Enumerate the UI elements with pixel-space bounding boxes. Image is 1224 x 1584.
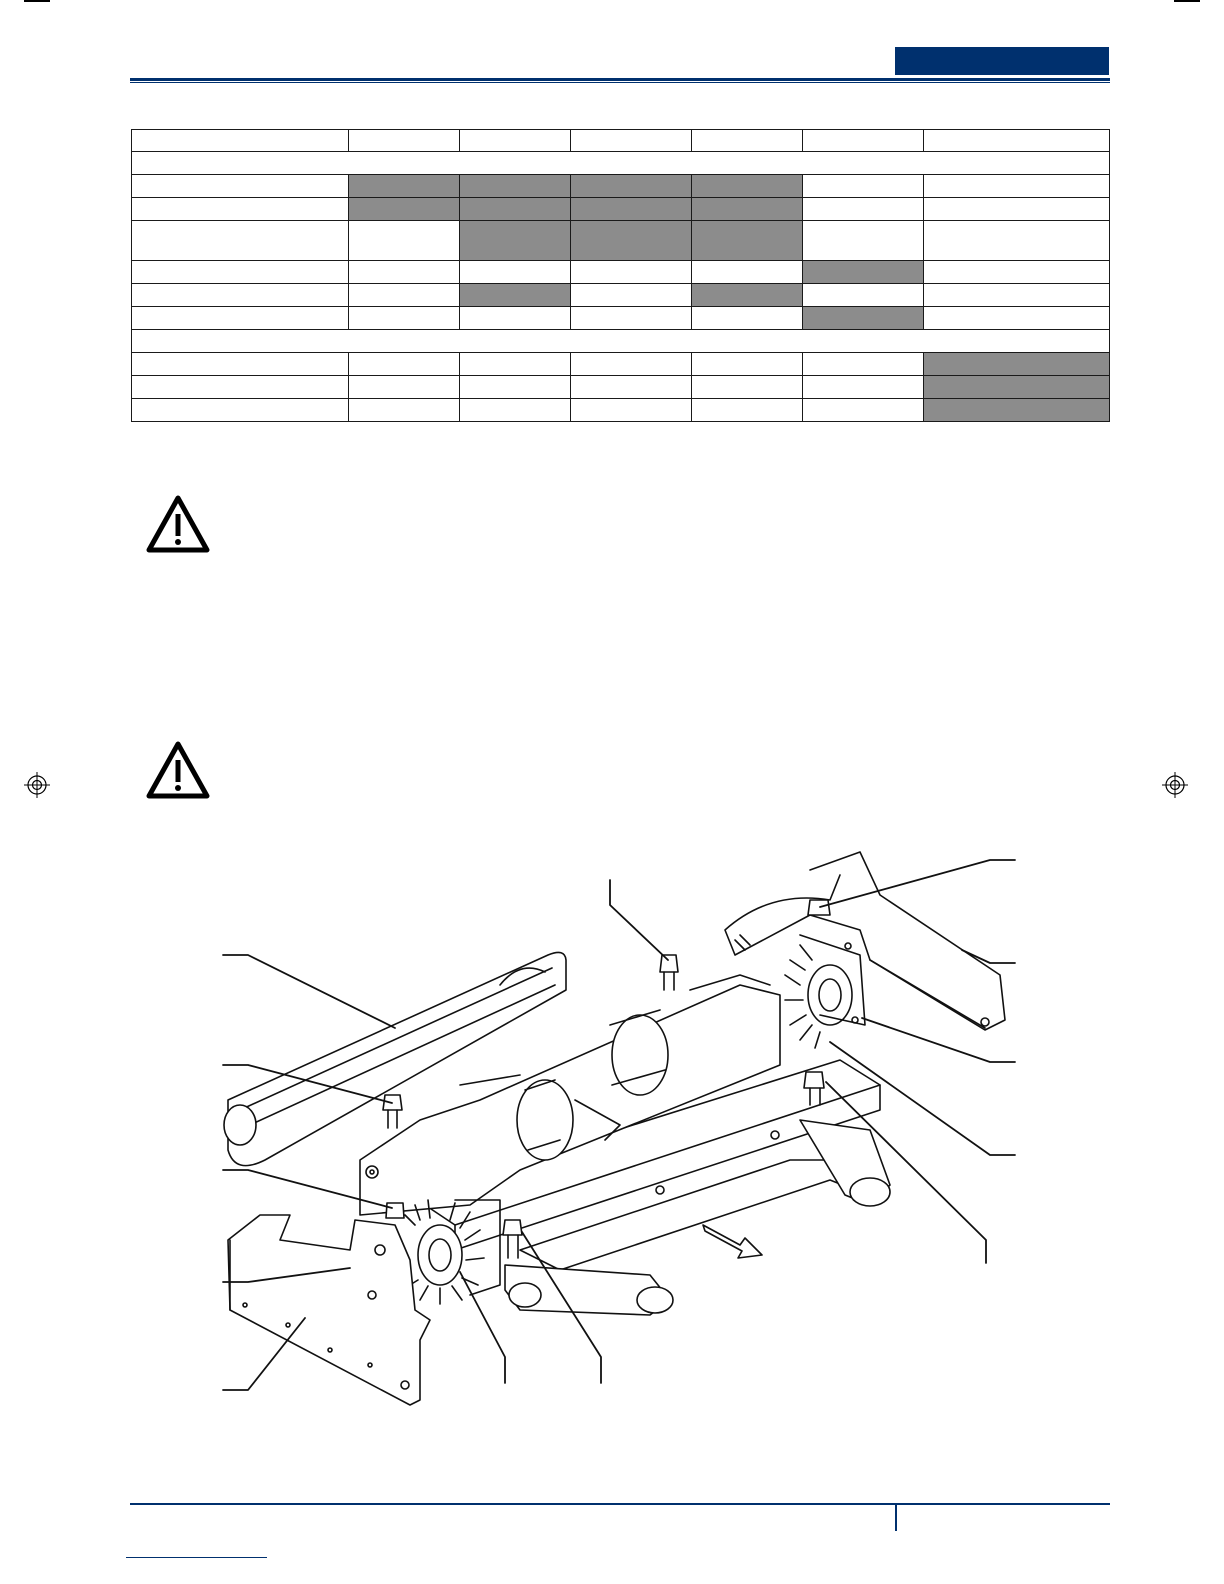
maintenance-table — [131, 129, 1110, 422]
table-cell — [803, 284, 924, 307]
table-cell — [349, 284, 460, 307]
table-cell — [349, 221, 460, 261]
warning-triangle-icon — [145, 494, 211, 554]
table-cell — [924, 261, 1110, 284]
table-cell — [132, 284, 349, 307]
footer-link-underline[interactable] — [126, 1557, 267, 1558]
registration-mark-icon — [24, 772, 50, 798]
footer-divider — [895, 1505, 897, 1531]
table-cell — [692, 221, 803, 261]
table-cell — [460, 353, 571, 376]
table-cell — [803, 261, 924, 284]
table-cell — [803, 175, 924, 198]
table-cell — [460, 399, 571, 422]
table-cell — [571, 130, 692, 152]
table-cell — [460, 284, 571, 307]
table-cell — [132, 399, 349, 422]
table-cell — [692, 175, 803, 198]
table-cell — [803, 221, 924, 261]
table-cell — [571, 399, 692, 422]
table-row — [132, 152, 1110, 175]
table-cell — [571, 353, 692, 376]
direction-arrow-icon — [703, 1225, 762, 1258]
table-cell — [692, 307, 803, 330]
table-cell — [803, 307, 924, 330]
table-cell — [803, 353, 924, 376]
table-cell — [132, 175, 349, 198]
table-cell — [692, 198, 803, 221]
table-cell — [349, 376, 460, 399]
table-cell — [692, 376, 803, 399]
table-cell — [803, 198, 924, 221]
table-body — [132, 130, 1110, 422]
warning-triangle-icon — [145, 740, 211, 800]
table-cell — [132, 261, 349, 284]
table-cell — [460, 198, 571, 221]
table-cell — [349, 175, 460, 198]
table-cell — [460, 221, 571, 261]
table-cell — [460, 376, 571, 399]
header-rule-thin — [130, 82, 1110, 83]
table-cell — [571, 175, 692, 198]
crop-mark-top-left — [24, 0, 50, 2]
table-cell — [349, 307, 460, 330]
table-cell — [924, 175, 1110, 198]
table-cell — [692, 284, 803, 307]
table-cell — [924, 198, 1110, 221]
table-cell — [349, 198, 460, 221]
table-row — [132, 130, 1110, 152]
table-cell — [460, 175, 571, 198]
table-cell — [692, 130, 803, 152]
table-cell — [132, 376, 349, 399]
table-cell — [132, 221, 349, 261]
header-tab — [895, 47, 1109, 75]
table-cell — [924, 353, 1110, 376]
table-cell — [803, 399, 924, 422]
footer-rule — [130, 1503, 1110, 1505]
table-cell — [924, 284, 1110, 307]
table-cell — [924, 221, 1110, 261]
right-brush — [785, 935, 865, 1048]
table-cell — [692, 399, 803, 422]
crop-mark-top-right — [1174, 0, 1200, 2]
table-cell — [571, 307, 692, 330]
table-cell — [571, 221, 692, 261]
table-cell — [803, 376, 924, 399]
table-row — [132, 261, 1110, 284]
table-cell — [460, 307, 571, 330]
table-cell — [924, 376, 1110, 399]
table-row — [132, 353, 1110, 376]
table-cell — [571, 376, 692, 399]
header-rule — [130, 78, 1110, 81]
table-cell — [460, 130, 571, 152]
table-cell — [924, 307, 1110, 330]
brush-assembly-diagram — [215, 850, 1025, 1410]
table-section-cell — [132, 330, 1110, 353]
table-cell — [692, 261, 803, 284]
table-cell — [460, 261, 571, 284]
table-cell — [132, 198, 349, 221]
table-cell — [692, 353, 803, 376]
table-cell — [349, 353, 460, 376]
table-cell — [132, 307, 349, 330]
table-row — [132, 221, 1110, 261]
table-cell — [349, 130, 460, 152]
table-cell — [132, 130, 349, 152]
table-cell — [132, 353, 349, 376]
table-row — [132, 330, 1110, 353]
table-row — [132, 307, 1110, 330]
table-cell — [924, 399, 1110, 422]
registration-mark-icon — [1162, 772, 1188, 798]
table-cell — [924, 130, 1110, 152]
table-cell — [571, 198, 692, 221]
table-cell — [349, 399, 460, 422]
table-row — [132, 284, 1110, 307]
table-cell — [349, 261, 460, 284]
table-cell — [571, 261, 692, 284]
table-row — [132, 399, 1110, 422]
table-row — [132, 376, 1110, 399]
table-row — [132, 198, 1110, 221]
table-section-cell — [132, 152, 1110, 175]
table-cell — [571, 284, 692, 307]
table-row — [132, 175, 1110, 198]
table-cell — [803, 130, 924, 152]
